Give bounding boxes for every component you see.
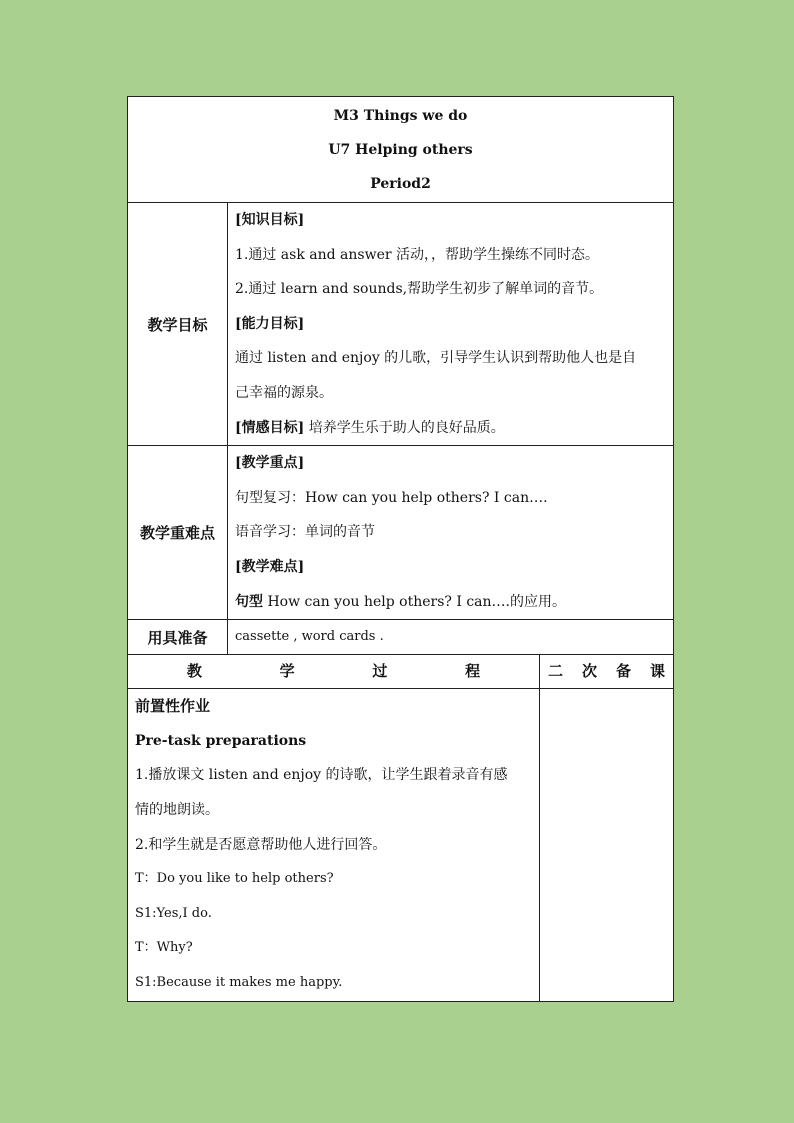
objectives-content bbox=[228, 203, 674, 446]
second-prep-heading bbox=[540, 655, 674, 689]
dialog-line-3: T：Why? bbox=[135, 940, 193, 956]
knowledge-line-2: 2.通过 learn and sounds,帮助学生初步了解单词的音节。 bbox=[235, 281, 604, 298]
emotion-text: 培养学生乐于助人的良好品质。 bbox=[304, 419, 505, 436]
key-points-row bbox=[128, 446, 674, 620]
difficulty-bold: 句型 bbox=[235, 593, 263, 610]
difficulty-text: How can you help others? I can….的应用。 bbox=[263, 593, 566, 610]
focus-line-2: 语音学习：单词的音节 bbox=[235, 524, 375, 541]
focus-heading: [教学重点] bbox=[235, 455, 305, 472]
lesson-plan-table bbox=[127, 96, 674, 1002]
emotion-heading: [情感目标] bbox=[235, 419, 305, 436]
process-heading-char: 过 bbox=[372, 662, 388, 681]
period-title: Period2 bbox=[370, 176, 431, 192]
second-prep-char: 次 bbox=[582, 662, 598, 681]
process-header-row bbox=[128, 655, 674, 689]
second-prep-char: 备 bbox=[616, 662, 632, 681]
homework-heading: 前置性作业 bbox=[135, 697, 211, 716]
process-heading-char: 程 bbox=[465, 662, 481, 681]
ability-heading: [能力目标] bbox=[235, 315, 305, 332]
process-line-1: 1.播放课文 listen and enjoy 的诗歌，让学生跟着录音有感 bbox=[135, 767, 508, 784]
process-heading-char: 学 bbox=[279, 662, 295, 681]
difficulty-heading: [教学难点] bbox=[235, 558, 305, 575]
dialog-line-1: T：Do you like to help others? bbox=[135, 871, 334, 887]
dialog-line-4: S1:Because it makes me happy. bbox=[135, 974, 343, 990]
materials-text: cassette , word cards . bbox=[235, 629, 384, 645]
emotion-line bbox=[228, 411, 673, 446]
objectives-row bbox=[128, 203, 674, 446]
key-points-label: 教学重难点 bbox=[128, 446, 228, 620]
difficulty-line bbox=[228, 585, 673, 620]
process-content bbox=[128, 689, 540, 1001]
process-content-row bbox=[128, 689, 674, 1001]
process-line-3: 2.和学生就是否愿意帮助他人进行回答。 bbox=[135, 836, 387, 853]
second-prep-content bbox=[540, 689, 674, 1001]
materials-label: 用具准备 bbox=[128, 620, 228, 655]
module-title: M3 Things we do bbox=[333, 108, 468, 124]
process-line-2: 情的地朗读。 bbox=[135, 801, 219, 818]
second-prep-char: 二 bbox=[548, 662, 564, 681]
ability-line-2: 己幸福的源泉。 bbox=[235, 384, 333, 401]
lesson-plan-page bbox=[127, 96, 673, 1002]
second-prep-char: 课 bbox=[650, 662, 666, 681]
materials-content bbox=[228, 620, 674, 655]
title-cell bbox=[128, 97, 674, 203]
process-heading-char: 教 bbox=[186, 662, 202, 681]
key-points-content bbox=[228, 446, 674, 620]
knowledge-heading: [知识目标] bbox=[235, 212, 305, 228]
title-row bbox=[128, 97, 674, 203]
focus-line-1: 句型复习：How can you help others? I can…. bbox=[235, 489, 548, 506]
pretask-heading: Pre-task preparations bbox=[135, 732, 307, 749]
objectives-label: 教学目标 bbox=[128, 203, 228, 446]
knowledge-line-1: 1.通过 ask and answer 活动，，帮助学生操练不同时态。 bbox=[235, 246, 600, 263]
process-heading bbox=[128, 655, 540, 689]
unit-title: U7 Helping others bbox=[328, 142, 473, 158]
dialog-line-2: S1:Yes,I do. bbox=[135, 905, 212, 921]
ability-line-1: 通过 listen and enjoy 的儿歌，引导学生认识到帮助他人也是自 bbox=[235, 350, 637, 367]
materials-row bbox=[128, 620, 674, 655]
